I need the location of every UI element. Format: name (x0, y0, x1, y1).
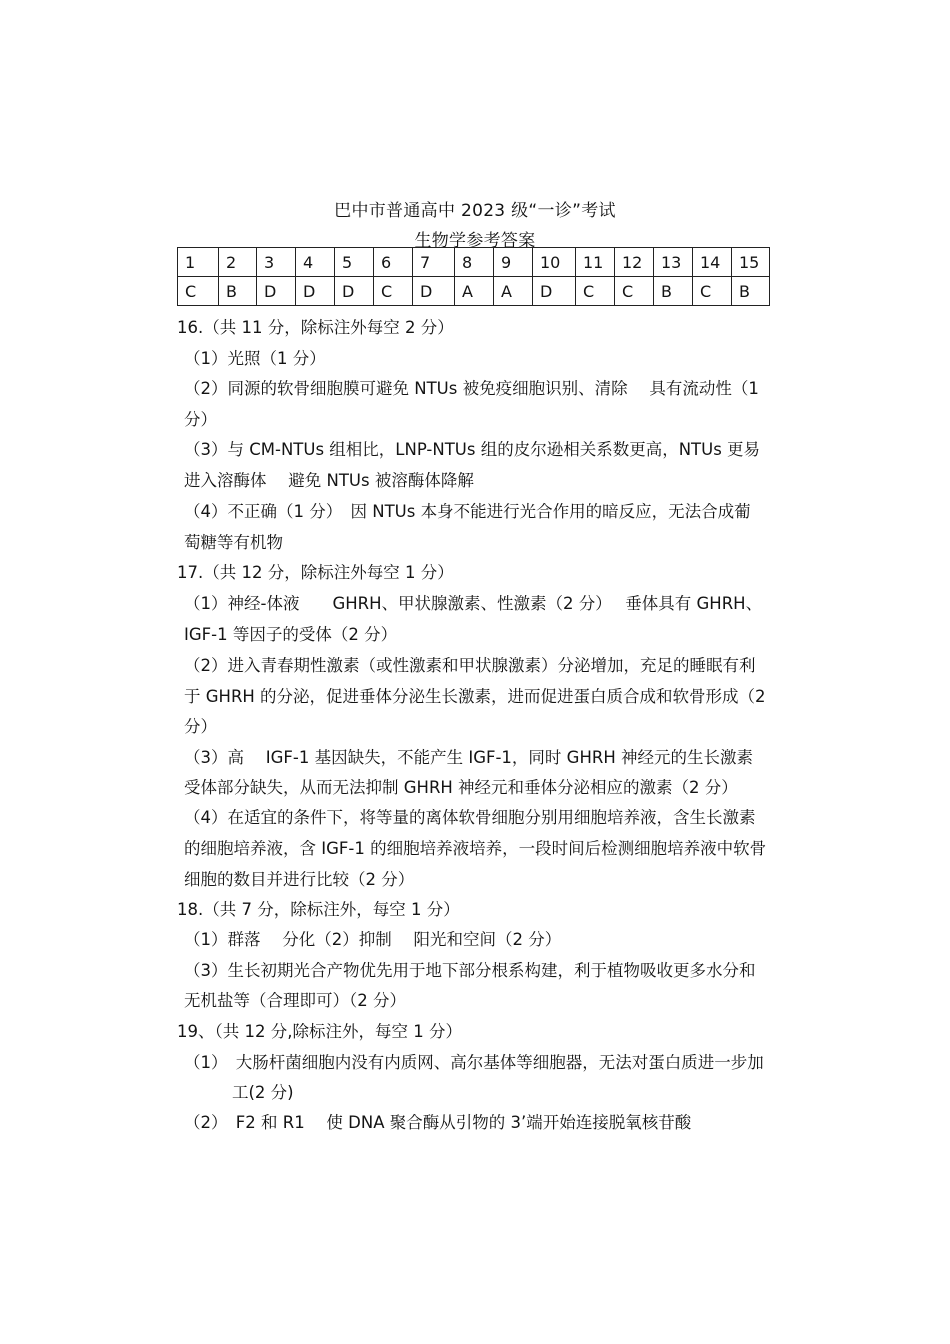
question-number-cell: 5 (335, 248, 374, 277)
q16-heading: 16.（共 11 分，除标注外每空 2 分） (177, 318, 454, 337)
answer-cell: C (693, 277, 732, 306)
question-number-cell: 1 (178, 248, 219, 277)
question-number-cell: 15 (732, 248, 770, 277)
q16-answer-line: （1）光照（1 分） (184, 349, 326, 368)
answer-cell: B (219, 277, 257, 306)
q17-answer-line: IGF-1 等因子的受体（2 分） (184, 625, 398, 644)
answer-cell: D (257, 277, 296, 306)
q16-answer-line: 分） (184, 410, 217, 429)
q16-answer-line: （3）与 CM-NTUs 组相比，LNP-NTUs 组的皮尔逊相关系数更高，NTUs 更易 (184, 440, 761, 459)
q16-answer-line: 萄糖等有机物 (184, 533, 283, 552)
q17-answer-line: 细胞的数目并进行比较（2 分） (184, 870, 415, 889)
answer-letter-row (178, 277, 770, 306)
question-number-cell: 11 (576, 248, 615, 277)
answer-cell: D (296, 277, 335, 306)
answer-cell: C (178, 277, 219, 306)
answer-cell: B (732, 277, 770, 306)
answer-cell: C (615, 277, 654, 306)
question-number-cell: 3 (257, 248, 296, 277)
question-number-cell: 9 (494, 248, 533, 277)
q17-heading: 17.（共 12 分，除标注外每空 1 分） (177, 563, 454, 582)
page-title: 巴中市普通高中 2023 级“一诊”考试 (334, 201, 616, 221)
q19-heading: 19、（共 12 分,除标注外，每空 1 分） (177, 1022, 462, 1041)
question-number-cell: 2 (219, 248, 257, 277)
q17-answer-line: 于 GHRH 的分泌，促进垂体分泌生长激素，进而促进蛋白质合成和软骨形成（2 (184, 687, 766, 706)
answer-cell: C (374, 277, 413, 306)
q16-answer-line: （2）同源的软骨细胞膜可避免 NTUs 被免疫细胞识别、清除 具有流动性（1 (184, 379, 759, 398)
question-number-cell: 7 (413, 248, 455, 277)
q17-answer-line: 受体部分缺失，从而无法抑制 GHRH 神经元和垂体分泌相应的激素（2 分） (184, 778, 738, 797)
q18-answer-line: （1）群落 分化（2）抑制 阳光和空间（2 分） (184, 930, 562, 949)
q17-answer-line: （3）高 IGF-1 基因缺失，不能产生 IGF-1，同时 GHRH 神经元的生长激素 (184, 748, 753, 767)
q19-answer-line: （2） F2 和 R1 使 DNA 聚合酶从引物的 3’端开始连接脱氧核苷酸 (184, 1113, 692, 1132)
answer-cell: A (455, 277, 494, 306)
answer-cell: D (413, 277, 455, 306)
question-number-cell: 12 (615, 248, 654, 277)
answer-cell: D (335, 277, 374, 306)
question-number-cell: 8 (455, 248, 494, 277)
answer-cell: D (533, 277, 576, 306)
q16-answer-line: （4）不正确（1 分） 因 NTUs 本身不能进行光合作用的暗反应，无法合成葡 (184, 502, 751, 521)
question-number-cell: 13 (654, 248, 693, 277)
question-number-row (178, 248, 770, 277)
answer-cell: C (576, 277, 615, 306)
answer-cell: A (494, 277, 533, 306)
question-number-cell: 10 (533, 248, 576, 277)
question-number-cell: 6 (374, 248, 413, 277)
q19-answer-line: 工(2 分) (232, 1083, 294, 1102)
q18-answer-line: 无机盐等（合理即可）（2 分） (184, 991, 406, 1010)
answer-cell: B (654, 277, 693, 306)
answer-table (177, 247, 770, 306)
q17-answer-line: 分） (184, 717, 217, 736)
q19-answer-line: （1） 大肠杆菌细胞内没有内质网、高尔基体等细胞器，无法对蛋白质进一步加 (184, 1053, 764, 1072)
q17-answer-line: （4）在适宜的条件下，将等量的离体软骨细胞分别用细胞培养液，含生长激素 (184, 808, 756, 827)
q17-answer-line: （1）神经-体液 GHRH、甲状腺激素、性激素（2 分） 垂体具有 GHRH、 (184, 594, 763, 613)
q16-answer-line: 进入溶酶体 避免 NTUs 被溶酶体降解 (184, 471, 474, 490)
question-number-cell: 4 (296, 248, 335, 277)
q17-answer-line: 的细胞培养液，含 IGF-1 的细胞培养液培养，一段时间后检测细胞培养液中软骨 (184, 839, 767, 858)
q18-answer-line: （3）生长初期光合产物优先用于地下部分根系构建，利于植物吸收更多水分和 (184, 961, 756, 980)
page-subtitle: 生物学参考答案 (414, 231, 536, 251)
q18-heading: 18.（共 7 分，除标注外，每空 1 分） (177, 900, 460, 919)
q17-answer-line: （2）进入青春期性激素（或性激素和甲状腺激素）分泌增加，充足的睡眠有利 (184, 656, 756, 675)
question-number-cell: 14 (693, 248, 732, 277)
